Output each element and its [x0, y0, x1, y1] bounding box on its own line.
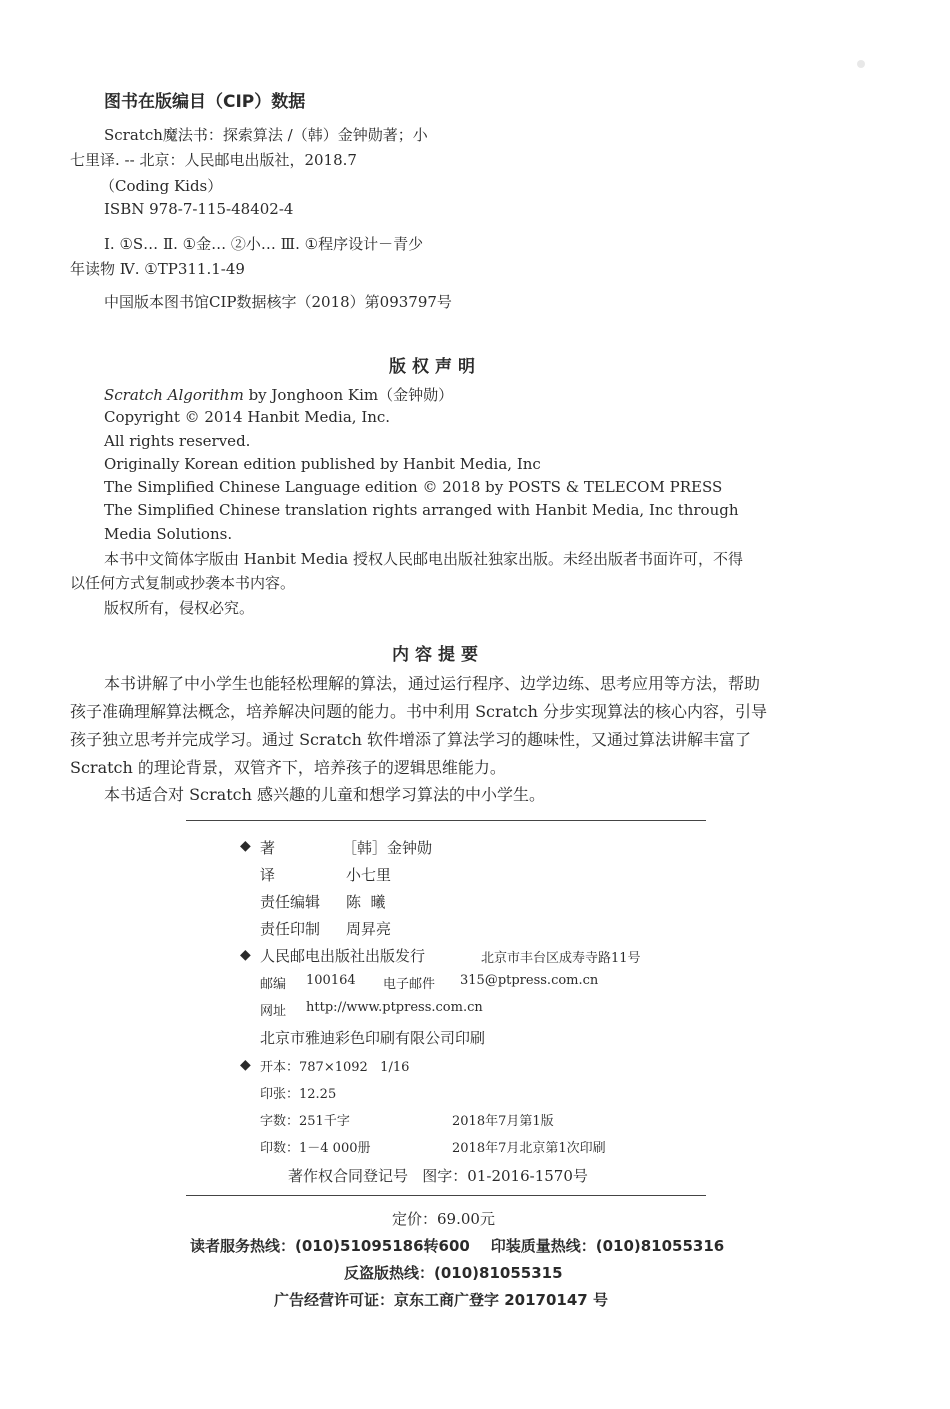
cip-line-2: 七里译. -- 北京：人民邮电出版社，2018.7 — [70, 151, 357, 169]
summary-line-2: 孩子准确理解算法概念，培养解决问题的能力。书中利用 Scratch 分步实现算法的核心内容，引导 — [70, 702, 767, 721]
copyright-heading: 版权声明 — [389, 357, 481, 377]
copyright-line-8: 本书中文简体字版由 Hanbit Media 授权人民邮电出版社独家出版。未经出版者书面许可，不得 — [104, 550, 743, 568]
impression: 2018年7月北京第1次印刷 — [452, 1141, 606, 1156]
translator-value: 小七里 — [346, 866, 392, 884]
price: 定价：69.00元 — [392, 1210, 495, 1228]
web-url: http://www.ptpress.com.cn — [306, 1000, 483, 1015]
contract-registration: 著作权合同登记号 图字：01-2016-1570号 — [288, 1167, 588, 1185]
sheets: 印张：12.25 — [260, 1087, 337, 1102]
copyright-line-3: All rights reserved. — [104, 432, 251, 450]
print-run: 印数：1－4 000册 — [260, 1141, 371, 1156]
divider-bottom — [186, 1195, 706, 1196]
copyright-line-9: 以任何方式复制或抄袭本书内容。 — [70, 574, 296, 592]
cip-line-3: （Coding Kids） — [100, 177, 223, 195]
editor-value: 陈 曦 — [346, 893, 386, 911]
printer: 北京市雅迪彩色印刷有限公司印刷 — [260, 1029, 486, 1047]
copyright-line-7: Media Solutions. — [104, 525, 233, 543]
by-line: by Jonghoon Kim（金钟勋） — [243, 386, 454, 404]
summary-line-4: Scratch 的理论背景，双管齐下，培养孩子的逻辑思维能力。 — [70, 758, 506, 777]
postcode-label: 邮编 — [260, 977, 287, 992]
divider-top — [186, 820, 706, 821]
bullet-diamond-3: ◆ — [240, 1057, 251, 1073]
service-hotline: 读者服务热线：(010)51095186转600 印装质量热线：(010)81055316 — [190, 1237, 725, 1255]
translator-label: 译 — [260, 866, 276, 884]
bullet-diamond-2: ◆ — [240, 947, 251, 963]
summary-line-1: 本书讲解了中小学生也能轻松理解的算法，通过运行程序、边学边练、思考应用等方法，帮助 — [104, 674, 761, 693]
words: 字数：251千字 — [260, 1114, 350, 1129]
bullet-diamond-1: ◆ — [240, 838, 251, 854]
editor-label: 责任编辑 — [260, 893, 321, 911]
summary-heading: 内容提要 — [392, 645, 484, 665]
cip-title: 图书在版编目（CIP）数据 — [104, 92, 306, 112]
address: 北京市丰台区成寿寺路11号 — [481, 951, 641, 966]
cip-line-5: Ⅰ. ①S… Ⅱ. ①金… ②小… Ⅲ. ①程序设计－青少 — [104, 235, 424, 253]
ad-license: 广告经营许可证：京东工商广登字 20170147 号 — [274, 1291, 608, 1309]
cip-isbn: ISBN 978-7-115-48402-4 — [104, 200, 294, 218]
web-label: 网址 — [260, 1004, 287, 1019]
postcode: 100164 — [306, 973, 356, 988]
cip-line-6: 年读物 Ⅳ. ①TP311.1-49 — [70, 260, 245, 278]
copyright-line-1 — [104, 384, 453, 405]
format: 开本：787×1092 1/16 — [260, 1060, 410, 1075]
edition: 2018年7月第1版 — [452, 1114, 554, 1129]
publisher: 人民邮电出版社出版发行 — [260, 947, 426, 965]
summary-line-3: 孩子独立思考并完成学习。通过 Scratch 软件增添了算法学习的趣味性，又通过算法讲解丰富了 — [70, 730, 751, 749]
cip-line-1: Scratch魔法书：探索算法 /（韩）金钟勋著；小 — [104, 126, 428, 144]
email: 315@ptpress.com.cn — [460, 973, 599, 988]
copyright-line-5: The Simplified Chinese Language edition © 2018 by POSTS & TELECOM PRESS — [104, 478, 723, 496]
email-label: 电子邮件 — [383, 977, 436, 992]
copyright-line-2: Copyright © 2014 Hanbit Media, Inc. — [104, 408, 391, 426]
piracy-hotline: 反盗版热线：(010)81055315 — [344, 1264, 563, 1282]
printing-value: 周昇亮 — [346, 920, 392, 938]
copyright-line-10: 版权所有，侵权必究。 — [104, 599, 255, 617]
copyright-line-4: Originally Korean edition published by Hanbit Media, Inc — [104, 455, 541, 473]
cip-line-7: 中国版本图书馆CIP数据核字（2018）第093797号 — [104, 293, 452, 311]
summary-line-5: 本书适合对 Scratch 感兴趣的儿童和想学习算法的中小学生。 — [104, 785, 545, 804]
author-label: 著 — [260, 839, 276, 857]
scan-speck — [857, 60, 865, 68]
copyright-line-6: The Simplified Chinese translation rights arranged with Hanbit Media, Inc through — [104, 501, 739, 519]
book-title: Scratch Algorithm — [104, 386, 244, 404]
printing-label: 责任印制 — [260, 920, 321, 938]
author-value: ［韩］金钟勋 — [342, 839, 433, 857]
